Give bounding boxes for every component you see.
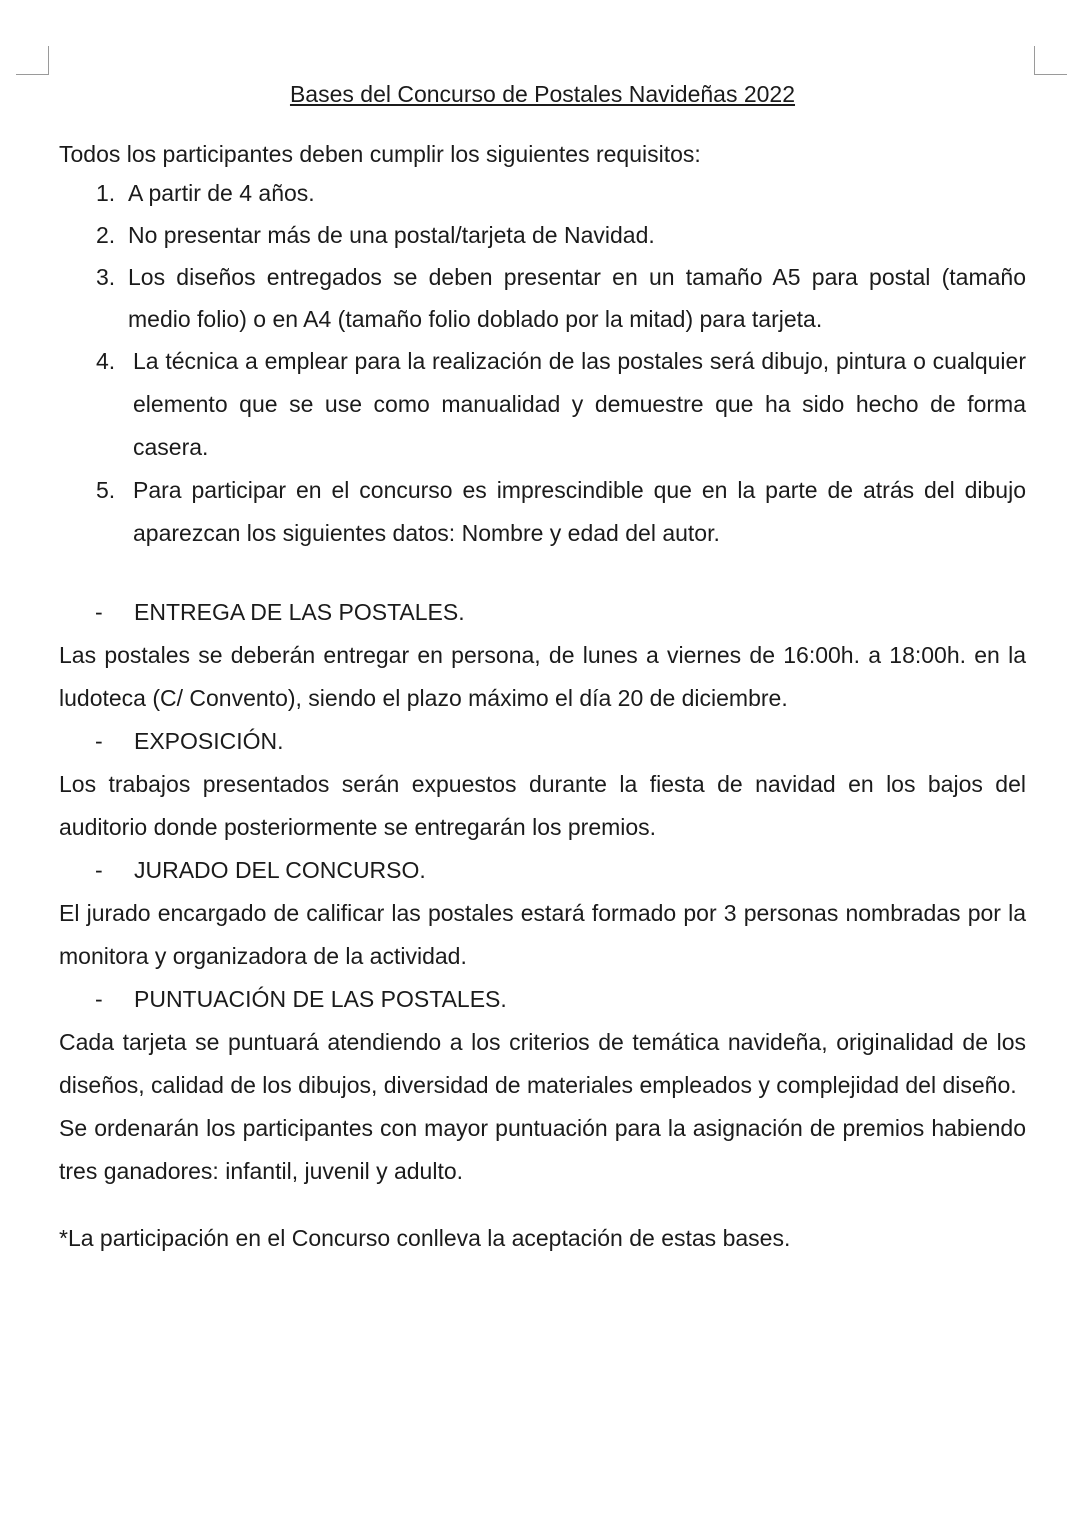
requirement-text: A partir de 4 años. [128,180,315,206]
requirement-text: No presentar más de una postal/tarjeta de Navidad. [128,222,655,248]
bullet-dash: - [95,599,103,625]
requirement-text: Los diseños entregados se deben presentar en un tamaño A5 para postal (tamaño medio folio) o en A4 (tamaño folio doblado por la mitad) para tarjeta. [128,264,1026,332]
section-heading-text: ENTREGA DE LAS POSTALES. [134,599,465,625]
requirement-number: 1. [96,180,116,206]
page-corner-mark-right [1034,46,1067,75]
section-paragraph: Las postales se deberán entregar en persona, de lunes a viernes de 16:00h. a 18:00h. en la ludoteca (C/ Convento), siendo el plazo máximo el día 20 de diciembre. [59,642,1026,711]
requirement-item [59,340,1026,469]
document-title: Bases del Concurso de Postales Navideñas 2022 [289,81,796,107]
section-exposicion [59,720,1026,849]
section-heading [59,591,1026,634]
requirement-item [59,172,1026,214]
section-heading-text: PUNTUACIÓN DE LAS POSTALES. [134,986,507,1012]
section-entrega [59,591,1026,720]
requirement-item [59,256,1026,340]
requirement-item [59,469,1026,555]
requirement-item [59,214,1026,256]
requirement-text: Para participar en el concurso es imprescindible que en la parte de atrás del dibujo aparezcan los siguientes datos: Nombre y edad del autor. [133,477,1026,546]
requirement-number: 4. [96,348,116,374]
section-heading-text: EXPOSICIÓN. [134,728,284,754]
section-heading [59,720,1026,763]
requirement-text: La técnica a emplear para la realización de las postales será dibujo, pintura o cualquier elemento que se use como manualidad y demuestre que ha sido hecho de forma casera. [133,348,1026,460]
page-corner-mark-left [16,46,49,75]
bullet-dash: - [95,857,103,883]
section-heading-text: JURADO DEL CONCURSO. [134,857,426,883]
bullet-dash: - [95,728,103,754]
section-jurado [59,849,1026,978]
requirement-number: 3. [96,264,116,290]
section-paragraph: Se ordenarán los participantes con mayor puntuación para la asignación de premios habiendo tres ganadores: infantil, juvenil y adulto. [59,1115,1026,1184]
section-heading [59,978,1026,1021]
bullet-dash: - [95,986,103,1012]
section-paragraph: Los trabajos presentados serán expuestos durante la fiesta de navidad en los bajos del auditorio donde posteriormente se entregarán los premios. [59,771,1026,840]
document-page [59,76,1026,1260]
requirements-list [59,172,1026,555]
section-puntuacion [59,978,1026,1193]
section-paragraph: Cada tarjeta se puntuará atendiendo a los criterios de temática navideña, originalidad de los diseños, calidad de los dibujos, diversidad de materiales empleados y complejidad del diseño. [59,1029,1026,1098]
requirement-number: 5. [96,477,116,503]
requirement-number: 2. [96,222,116,248]
section-paragraph: El jurado encargado de calificar las postales estará formado por 3 personas nombradas por la monitora y organizadora de la actividad. [59,900,1026,969]
requirements-intro: Todos los participantes deben cumplir los siguientes requisitos: [59,141,701,167]
section-heading [59,849,1026,892]
footnote: *La participación en el Concurso conlleva la aceptación de estas bases. [59,1225,791,1251]
